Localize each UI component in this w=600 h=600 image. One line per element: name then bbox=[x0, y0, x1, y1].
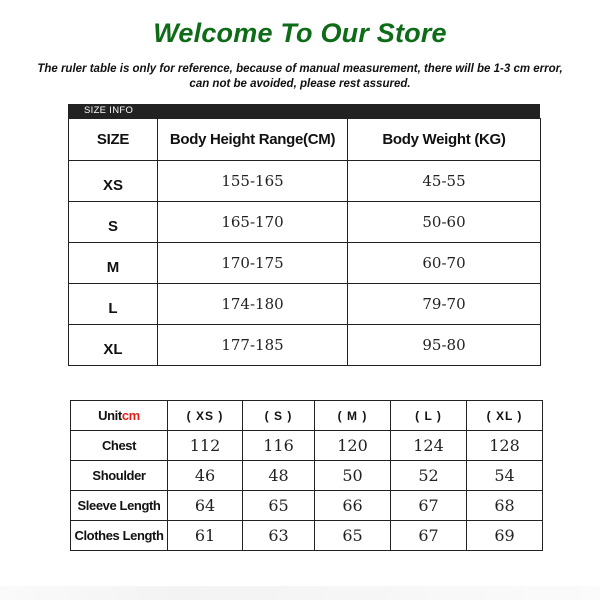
size-label: S bbox=[69, 202, 158, 243]
height-range: 174-180 bbox=[158, 284, 348, 325]
measurement-value: 116 bbox=[243, 431, 315, 461]
size-info-section bbox=[68, 104, 540, 366]
height-range: 170-175 bbox=[158, 243, 348, 284]
footer-strip bbox=[0, 586, 600, 600]
weight-range: 79-70 bbox=[348, 284, 541, 325]
table-row bbox=[69, 284, 541, 325]
unit-label: Unit bbox=[98, 408, 122, 423]
row-label-sleeve-length: Sleeve Length bbox=[71, 491, 168, 521]
size-column-xl: ( XL ) bbox=[467, 401, 543, 431]
size-info-table bbox=[68, 118, 541, 366]
table-row bbox=[71, 491, 543, 521]
column-header-height: Body Height Range(CM) bbox=[158, 119, 348, 161]
table-row bbox=[69, 161, 541, 202]
measurement-value: 65 bbox=[315, 521, 391, 551]
table-row bbox=[71, 431, 543, 461]
measurement-value: 46 bbox=[168, 461, 243, 491]
store-title: Welcome To Our Store bbox=[153, 18, 447, 48]
height-range: 165-170 bbox=[158, 202, 348, 243]
measurement-value: 68 bbox=[467, 491, 543, 521]
size-label: XS bbox=[69, 161, 158, 202]
unit-value: cm bbox=[121, 408, 140, 423]
weight-range: 45-55 bbox=[348, 161, 541, 202]
size-column-l: ( L ) bbox=[391, 401, 467, 431]
size-label: M bbox=[69, 243, 158, 284]
measurement-value: 120 bbox=[315, 431, 391, 461]
measurement-value: 50 bbox=[315, 461, 391, 491]
measurement-value: 52 bbox=[391, 461, 467, 491]
size-label: L bbox=[69, 284, 158, 325]
measurement-value: 48 bbox=[243, 461, 315, 491]
size-column-xs: ( XS ) bbox=[168, 401, 243, 431]
column-header-weight: Body Weight (KG) bbox=[348, 119, 541, 161]
measurement-value: 67 bbox=[391, 491, 467, 521]
size-info-header: SIZE INFO bbox=[68, 104, 540, 118]
weight-range: 60-70 bbox=[348, 243, 541, 284]
measurement-notice: The ruler table is only for reference, because of manual measurement, there will be 1-3 cm error, can not be avoided, please rest assured. bbox=[37, 63, 563, 90]
size-column-s: ( S ) bbox=[243, 401, 315, 431]
measurement-value: 69 bbox=[467, 521, 543, 551]
weight-range: 95-80 bbox=[348, 325, 541, 366]
measurement-value: 66 bbox=[315, 491, 391, 521]
size-table-header-row bbox=[69, 119, 541, 161]
measurement-value: 61 bbox=[168, 521, 243, 551]
size-column-m: ( M ) bbox=[315, 401, 391, 431]
table-row bbox=[69, 243, 541, 284]
measurement-value: 65 bbox=[243, 491, 315, 521]
weight-range: 50-60 bbox=[348, 202, 541, 243]
measurement-table bbox=[70, 400, 543, 551]
height-range: 155-165 bbox=[158, 161, 348, 202]
measurement-value: 128 bbox=[467, 431, 543, 461]
row-label-shoulder: Shoulder bbox=[71, 461, 168, 491]
measurement-value: 67 bbox=[391, 521, 467, 551]
measurement-value: 124 bbox=[391, 431, 467, 461]
measurement-header-row bbox=[71, 401, 543, 431]
table-row bbox=[69, 325, 541, 366]
measurement-value: 64 bbox=[168, 491, 243, 521]
size-label: XL bbox=[69, 325, 158, 366]
row-label-clothes-length: Clothes Length bbox=[71, 521, 168, 551]
height-range: 177-185 bbox=[158, 325, 348, 366]
table-row bbox=[69, 202, 541, 243]
table-row bbox=[71, 461, 543, 491]
table-row bbox=[71, 521, 543, 551]
unit-label-cell bbox=[71, 401, 168, 431]
measurement-value: 54 bbox=[467, 461, 543, 491]
measurement-value: 63 bbox=[243, 521, 315, 551]
column-header-size: SIZE bbox=[69, 119, 158, 161]
row-label-chest: Chest bbox=[71, 431, 168, 461]
measurement-value: 112 bbox=[168, 431, 243, 461]
